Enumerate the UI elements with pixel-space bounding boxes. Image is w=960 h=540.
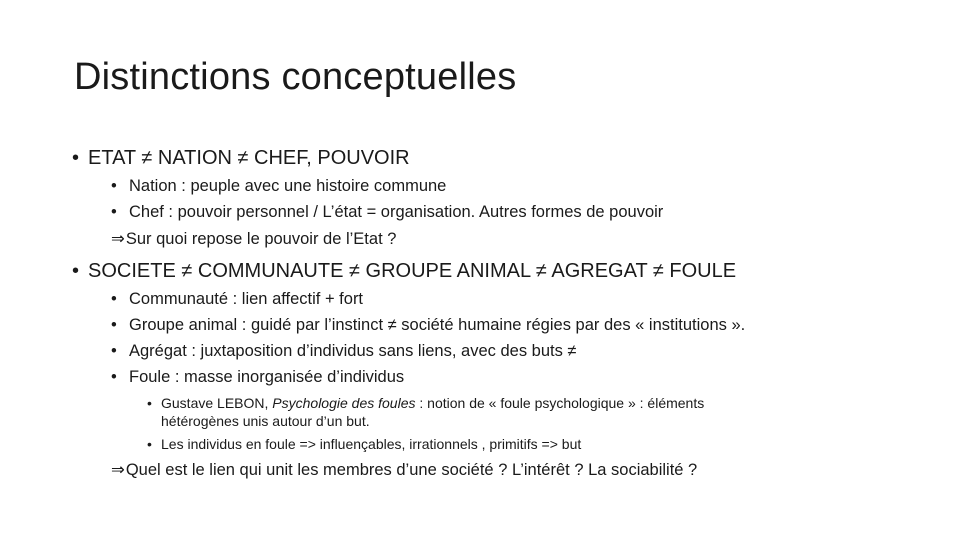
conclusion-text: Sur quoi repose le pouvoir de l’Etat ? (125, 230, 397, 248)
sub-bullet-text: Communauté : lien affectif + fort (129, 290, 364, 308)
bullet-icon: • (111, 368, 117, 386)
implies-arrow-icon: ⇒ (111, 230, 125, 248)
bullet-etat-nation (72, 147, 410, 170)
bullet-icon: • (111, 203, 117, 221)
sub-bullet-foule (111, 368, 404, 387)
sub-bullet-text: Chef : pouvoir personnel / L’état = organisation. Autres formes de pouvoir (129, 203, 664, 221)
bullet-text: ETAT ≠ NATION ≠ CHEF, POUVOIR (88, 147, 410, 169)
sub-bullet-text: Nation : peuple avec une histoire commune (129, 177, 447, 195)
subsub-bullet-text-c: hétérogènes unis autour d’un but. (161, 413, 370, 429)
bullet-icon: • (147, 395, 152, 411)
bullet-icon: • (111, 290, 117, 308)
bullet-icon: • (111, 316, 117, 334)
sub-bullet-communaute (111, 290, 363, 309)
sub-bullet-nation (111, 177, 446, 196)
bullet-text: SOCIETE ≠ COMMUNAUTE ≠ GROUPE ANIMAL ≠ AGREGAT ≠ FOULE (88, 260, 737, 282)
subsub-bullet-lebon (147, 395, 704, 411)
subsub-bullet-lebon-continuation (161, 413, 370, 429)
sub-bullet-text: Foule : masse inorganisée d’individus (129, 368, 405, 386)
subsub-bullet-text-a: Gustave LEBON, (161, 395, 273, 411)
implies-arrow-icon: ⇒ (111, 461, 125, 479)
bullet-icon: • (111, 177, 117, 195)
subsub-bullet-text: Les individus en foule => influençables, irrationnels , primitifs => but (161, 436, 582, 452)
subsub-bullet-text-b: : notion de « foule psychologique » : éléments (415, 395, 705, 411)
conclusion-etat (111, 229, 396, 249)
bullet-icon: • (147, 436, 152, 452)
bullet-icon: • (111, 342, 117, 360)
sub-bullet-text: Agrégat : juxtaposition d’individus sans liens, avec des buts ≠ (129, 342, 577, 360)
bullet-societe (72, 260, 736, 283)
sub-bullet-groupe-animal (111, 316, 745, 335)
sub-bullet-chef (111, 203, 663, 222)
bullet-icon: • (72, 260, 80, 282)
book-title: Psychologie des foules (272, 395, 416, 411)
conclusion-societe (111, 460, 697, 480)
slide-title: Distinctions conceptuelles (74, 56, 517, 98)
sub-bullet-text: Groupe animal : guidé par l’instinct ≠ société humaine régies par des « institutions ». (129, 316, 746, 334)
bullet-icon: • (72, 147, 80, 169)
sub-bullet-agregat (111, 342, 576, 361)
subsub-bullet-individus (147, 436, 581, 452)
conclusion-text: Quel est le lien qui unit les membres d’une société ? L’intérêt ? La sociabilité ? (125, 461, 698, 479)
